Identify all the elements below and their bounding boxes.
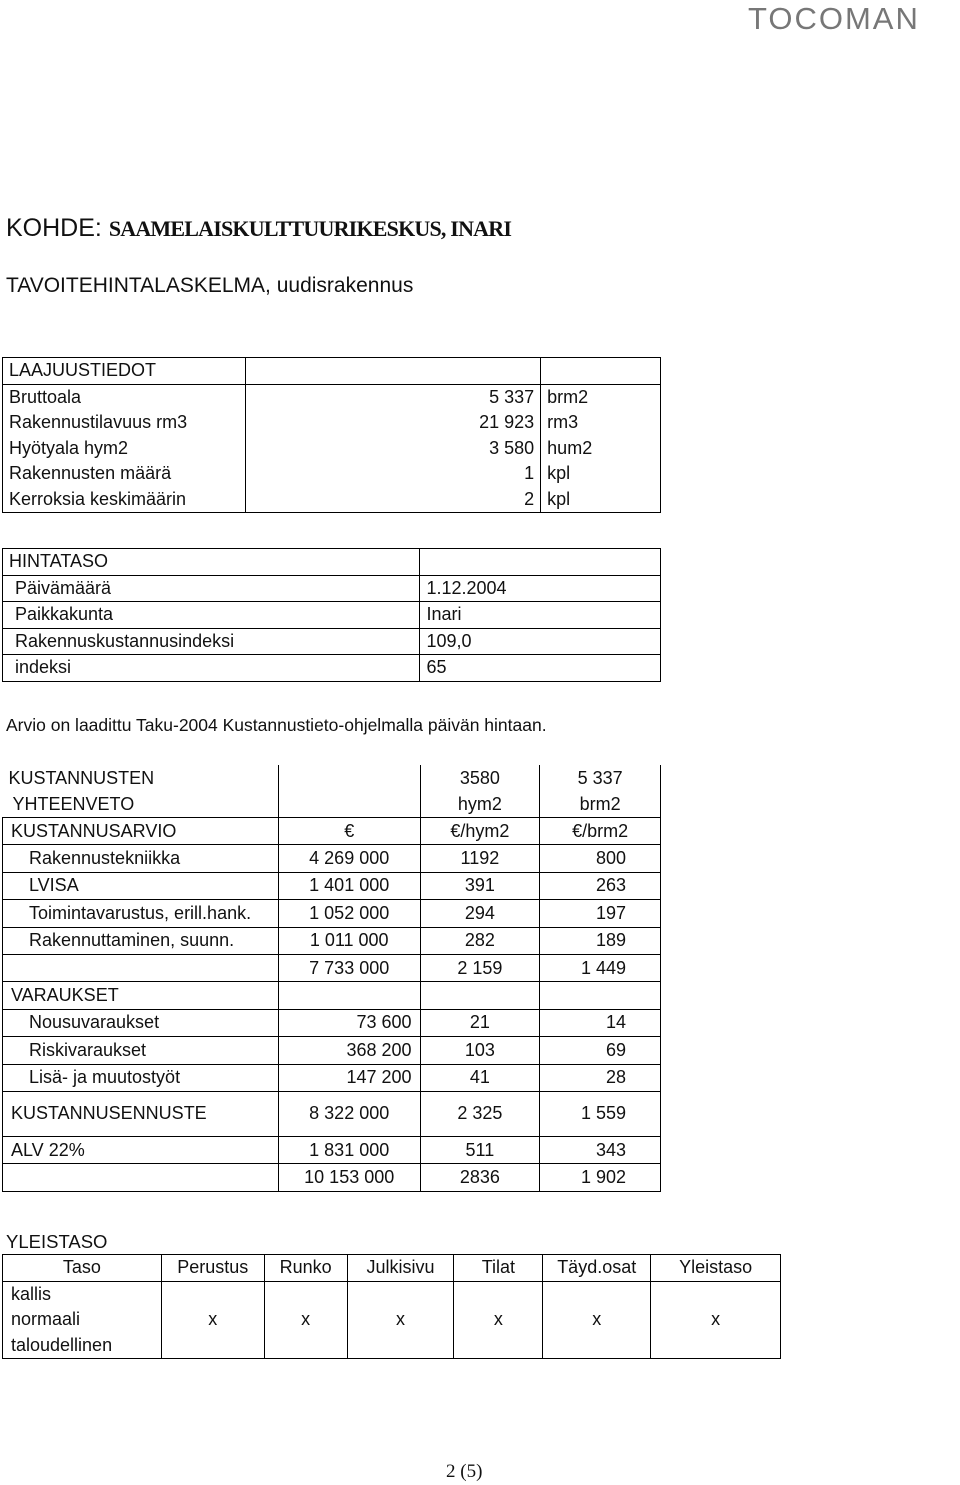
- page-heading: [6, 214, 511, 243]
- table-row: [3, 1009, 661, 1036]
- row-eur: 1 401 000: [278, 872, 420, 899]
- row-label: LVISA: [3, 872, 279, 899]
- cell: [454, 1333, 543, 1359]
- header-taydosat: Täyd.osat: [543, 1255, 651, 1282]
- row-eur: 73 600: [278, 1009, 420, 1036]
- alv-brm2: 343: [540, 1136, 661, 1163]
- page-number: 2 (5): [446, 1461, 483, 1482]
- row-unit: brm2: [541, 384, 661, 410]
- row-brm2: 263: [540, 872, 661, 899]
- row-eur: 4 269 000: [278, 845, 420, 872]
- table-row: [3, 1255, 781, 1282]
- table-row: [3, 1064, 661, 1091]
- total-hym2: 2836: [420, 1164, 540, 1191]
- cell: x: [264, 1307, 347, 1333]
- kustannukset-table: [2, 765, 661, 1192]
- table-row: [3, 1037, 661, 1064]
- row-label: Paikkakunta: [3, 602, 420, 629]
- row-label: Rakennustilavuus rm3: [3, 410, 246, 436]
- table-row: [3, 602, 661, 629]
- header-julkisivu: Julkisivu: [347, 1255, 454, 1282]
- ennuste-eur: 8 322 000: [278, 1091, 420, 1136]
- col-hym2-header: [420, 765, 540, 818]
- row-brm2: 197: [540, 900, 661, 927]
- table-row: [3, 410, 661, 436]
- row-value: 1: [245, 461, 540, 487]
- summary-title: [3, 765, 279, 818]
- table-row: [3, 1091, 661, 1136]
- row-unit: kpl: [541, 487, 661, 513]
- row-hym2: 103: [420, 1037, 540, 1064]
- row-value: 5 337: [245, 384, 540, 410]
- cell: [543, 1333, 651, 1359]
- summary-title-line1: KUSTANNUSTEN: [8, 768, 155, 788]
- table-row: [3, 487, 661, 513]
- cell: [161, 1281, 264, 1307]
- row-value: Inari: [420, 602, 661, 629]
- col-brm2-unit: brm2: [579, 794, 621, 814]
- cell: [543, 1281, 651, 1307]
- ennuste-label: KUSTANNUSENNUSTE: [3, 1091, 279, 1136]
- row-hym2: 294: [420, 900, 540, 927]
- row-label: Nousuvaraukset: [3, 1009, 279, 1036]
- col-hym2-unit: hym2: [457, 794, 502, 814]
- table-row: [3, 655, 661, 682]
- table-row: [3, 872, 661, 899]
- header-runko: Runko: [264, 1255, 347, 1282]
- header-eur: €: [278, 818, 420, 845]
- subtotal-hym2: 2 159: [420, 954, 540, 981]
- row-label: Toimintavarustus, erill.hank.: [3, 900, 279, 927]
- cell: x: [161, 1307, 264, 1333]
- table-row: [3, 1333, 781, 1359]
- row-label: Bruttoala: [3, 384, 246, 410]
- row-value: 109,0: [420, 628, 661, 655]
- table-row: [3, 845, 661, 872]
- row-hym2: 282: [420, 927, 540, 954]
- alv-eur: 1 831 000: [278, 1136, 420, 1163]
- alv-label: ALV 22%: [3, 1136, 279, 1163]
- row-label: Lisä- ja muutostyöt: [3, 1064, 279, 1091]
- table-row: [3, 549, 661, 576]
- heading-project-name: SAAMELAISKULTTUURIKESKUS, INARI: [108, 216, 512, 241]
- hintataso-table: [2, 548, 661, 682]
- cell: x: [454, 1307, 543, 1333]
- row-label: Rakennusten määrä: [3, 461, 246, 487]
- ennuste-brm2: 1 559: [540, 1091, 661, 1136]
- arvio-label: KUSTANNUSARVIO: [3, 818, 279, 845]
- row-label: Rakennuttaminen, suunn.: [3, 927, 279, 954]
- row-unit: rm3: [541, 410, 661, 436]
- logo-text: TOCOMAN: [748, 2, 920, 34]
- cell: [651, 1333, 781, 1359]
- row-label: Hyötyala hym2: [3, 436, 246, 462]
- row-value: 1.12.2004: [420, 575, 661, 602]
- table-row: [3, 765, 661, 818]
- row-label: Rakennustekniikka: [3, 845, 279, 872]
- cell: x: [651, 1307, 781, 1333]
- row-label: indeksi: [3, 655, 420, 682]
- col-brm2-count: 5 337: [577, 768, 623, 788]
- cell: [264, 1281, 347, 1307]
- header-tilat: Tilat: [454, 1255, 543, 1282]
- varaukset-label: VARAUKSET: [3, 982, 279, 1009]
- table-row: [3, 954, 661, 981]
- row-value: 3 580: [245, 436, 540, 462]
- row-brm2: 69: [540, 1037, 661, 1064]
- table-row: [3, 461, 661, 487]
- row-unit: kpl: [541, 461, 661, 487]
- col-brm2-header: [540, 765, 661, 818]
- row-eur: 1 052 000: [278, 900, 420, 927]
- row-label: kallis: [3, 1281, 162, 1307]
- row-brm2: 189: [540, 927, 661, 954]
- row-label: Rakennuskustannusindeksi: [3, 628, 420, 655]
- heading-label: KOHDE:: [6, 214, 102, 242]
- table-row: [3, 982, 661, 1009]
- cell: x: [347, 1307, 454, 1333]
- row-brm2: 28: [540, 1064, 661, 1091]
- row-eur: 1 011 000: [278, 927, 420, 954]
- subtotal-eur: 7 733 000: [278, 954, 420, 981]
- row-brm2: 800: [540, 845, 661, 872]
- header-taso: Taso: [3, 1255, 162, 1282]
- row-hym2: 391: [420, 872, 540, 899]
- header-yleistaso: Yleistaso: [651, 1255, 781, 1282]
- table-row: [3, 575, 661, 602]
- table-row: [3, 1136, 661, 1163]
- table-row: [3, 628, 661, 655]
- table-row: [3, 818, 661, 845]
- cell: [264, 1333, 347, 1359]
- tocoman-logo: [748, 2, 958, 34]
- row-unit: hum2: [541, 436, 661, 462]
- table-row: [3, 927, 661, 954]
- cell: [454, 1281, 543, 1307]
- table-row: [3, 358, 661, 385]
- yleistaso-table: [2, 1254, 781, 1359]
- row-label: Päivämäärä: [3, 575, 420, 602]
- row-brm2: 14: [540, 1009, 661, 1036]
- row-hym2: 41: [420, 1064, 540, 1091]
- row-label: Kerroksia keskimäärin: [3, 487, 246, 513]
- row-value: 21 923: [245, 410, 540, 436]
- total-eur: 10 153 000: [278, 1164, 420, 1191]
- table-row: [3, 436, 661, 462]
- row-hym2: 21: [420, 1009, 540, 1036]
- row-eur: 368 200: [278, 1037, 420, 1064]
- alv-hym2: 511: [420, 1136, 540, 1163]
- cell: [347, 1281, 454, 1307]
- header-eur-hym2: €/hym2: [420, 818, 540, 845]
- laajuustiedot-title: LAAJUUSTIEDOT: [3, 358, 246, 385]
- table-row: [3, 384, 661, 410]
- row-value: 65: [420, 655, 661, 682]
- ennuste-hym2: 2 325: [420, 1091, 540, 1136]
- row-value: 2: [245, 487, 540, 513]
- page-subtitle: TAVOITEHINTALASKELMA, uudisrakennus: [6, 274, 414, 297]
- cell: [651, 1281, 781, 1307]
- table-row: [3, 1307, 781, 1333]
- hintataso-title: HINTATASO: [3, 549, 420, 576]
- cell: x: [543, 1307, 651, 1333]
- total-brm2: 1 902: [540, 1164, 661, 1191]
- header-perustus: Perustus: [161, 1255, 264, 1282]
- cell: [161, 1333, 264, 1359]
- table-row: [3, 1164, 661, 1191]
- col-hym2-count: 3580: [459, 768, 500, 788]
- summary-title-line2: YHTEENVETO: [12, 794, 135, 814]
- cell: [347, 1333, 454, 1359]
- table-row: [3, 900, 661, 927]
- header-eur-brm2: €/brm2: [540, 818, 661, 845]
- subtotal-brm2: 1 449: [540, 954, 661, 981]
- row-label: Riskivaraukset: [3, 1037, 279, 1064]
- pricing-note: Arvio on laadittu Taku-2004 Kustannustieto-ohjelmalla päivän hintaan.: [6, 715, 547, 735]
- yleistaso-title: YLEISTASO: [6, 1231, 108, 1252]
- row-hym2: 1192: [420, 845, 540, 872]
- row-label: taloudellinen: [3, 1333, 162, 1359]
- row-label: normaali: [3, 1307, 162, 1333]
- table-row: [3, 1281, 781, 1307]
- row-eur: 147 200: [278, 1064, 420, 1091]
- laajuustiedot-table: [2, 357, 661, 513]
